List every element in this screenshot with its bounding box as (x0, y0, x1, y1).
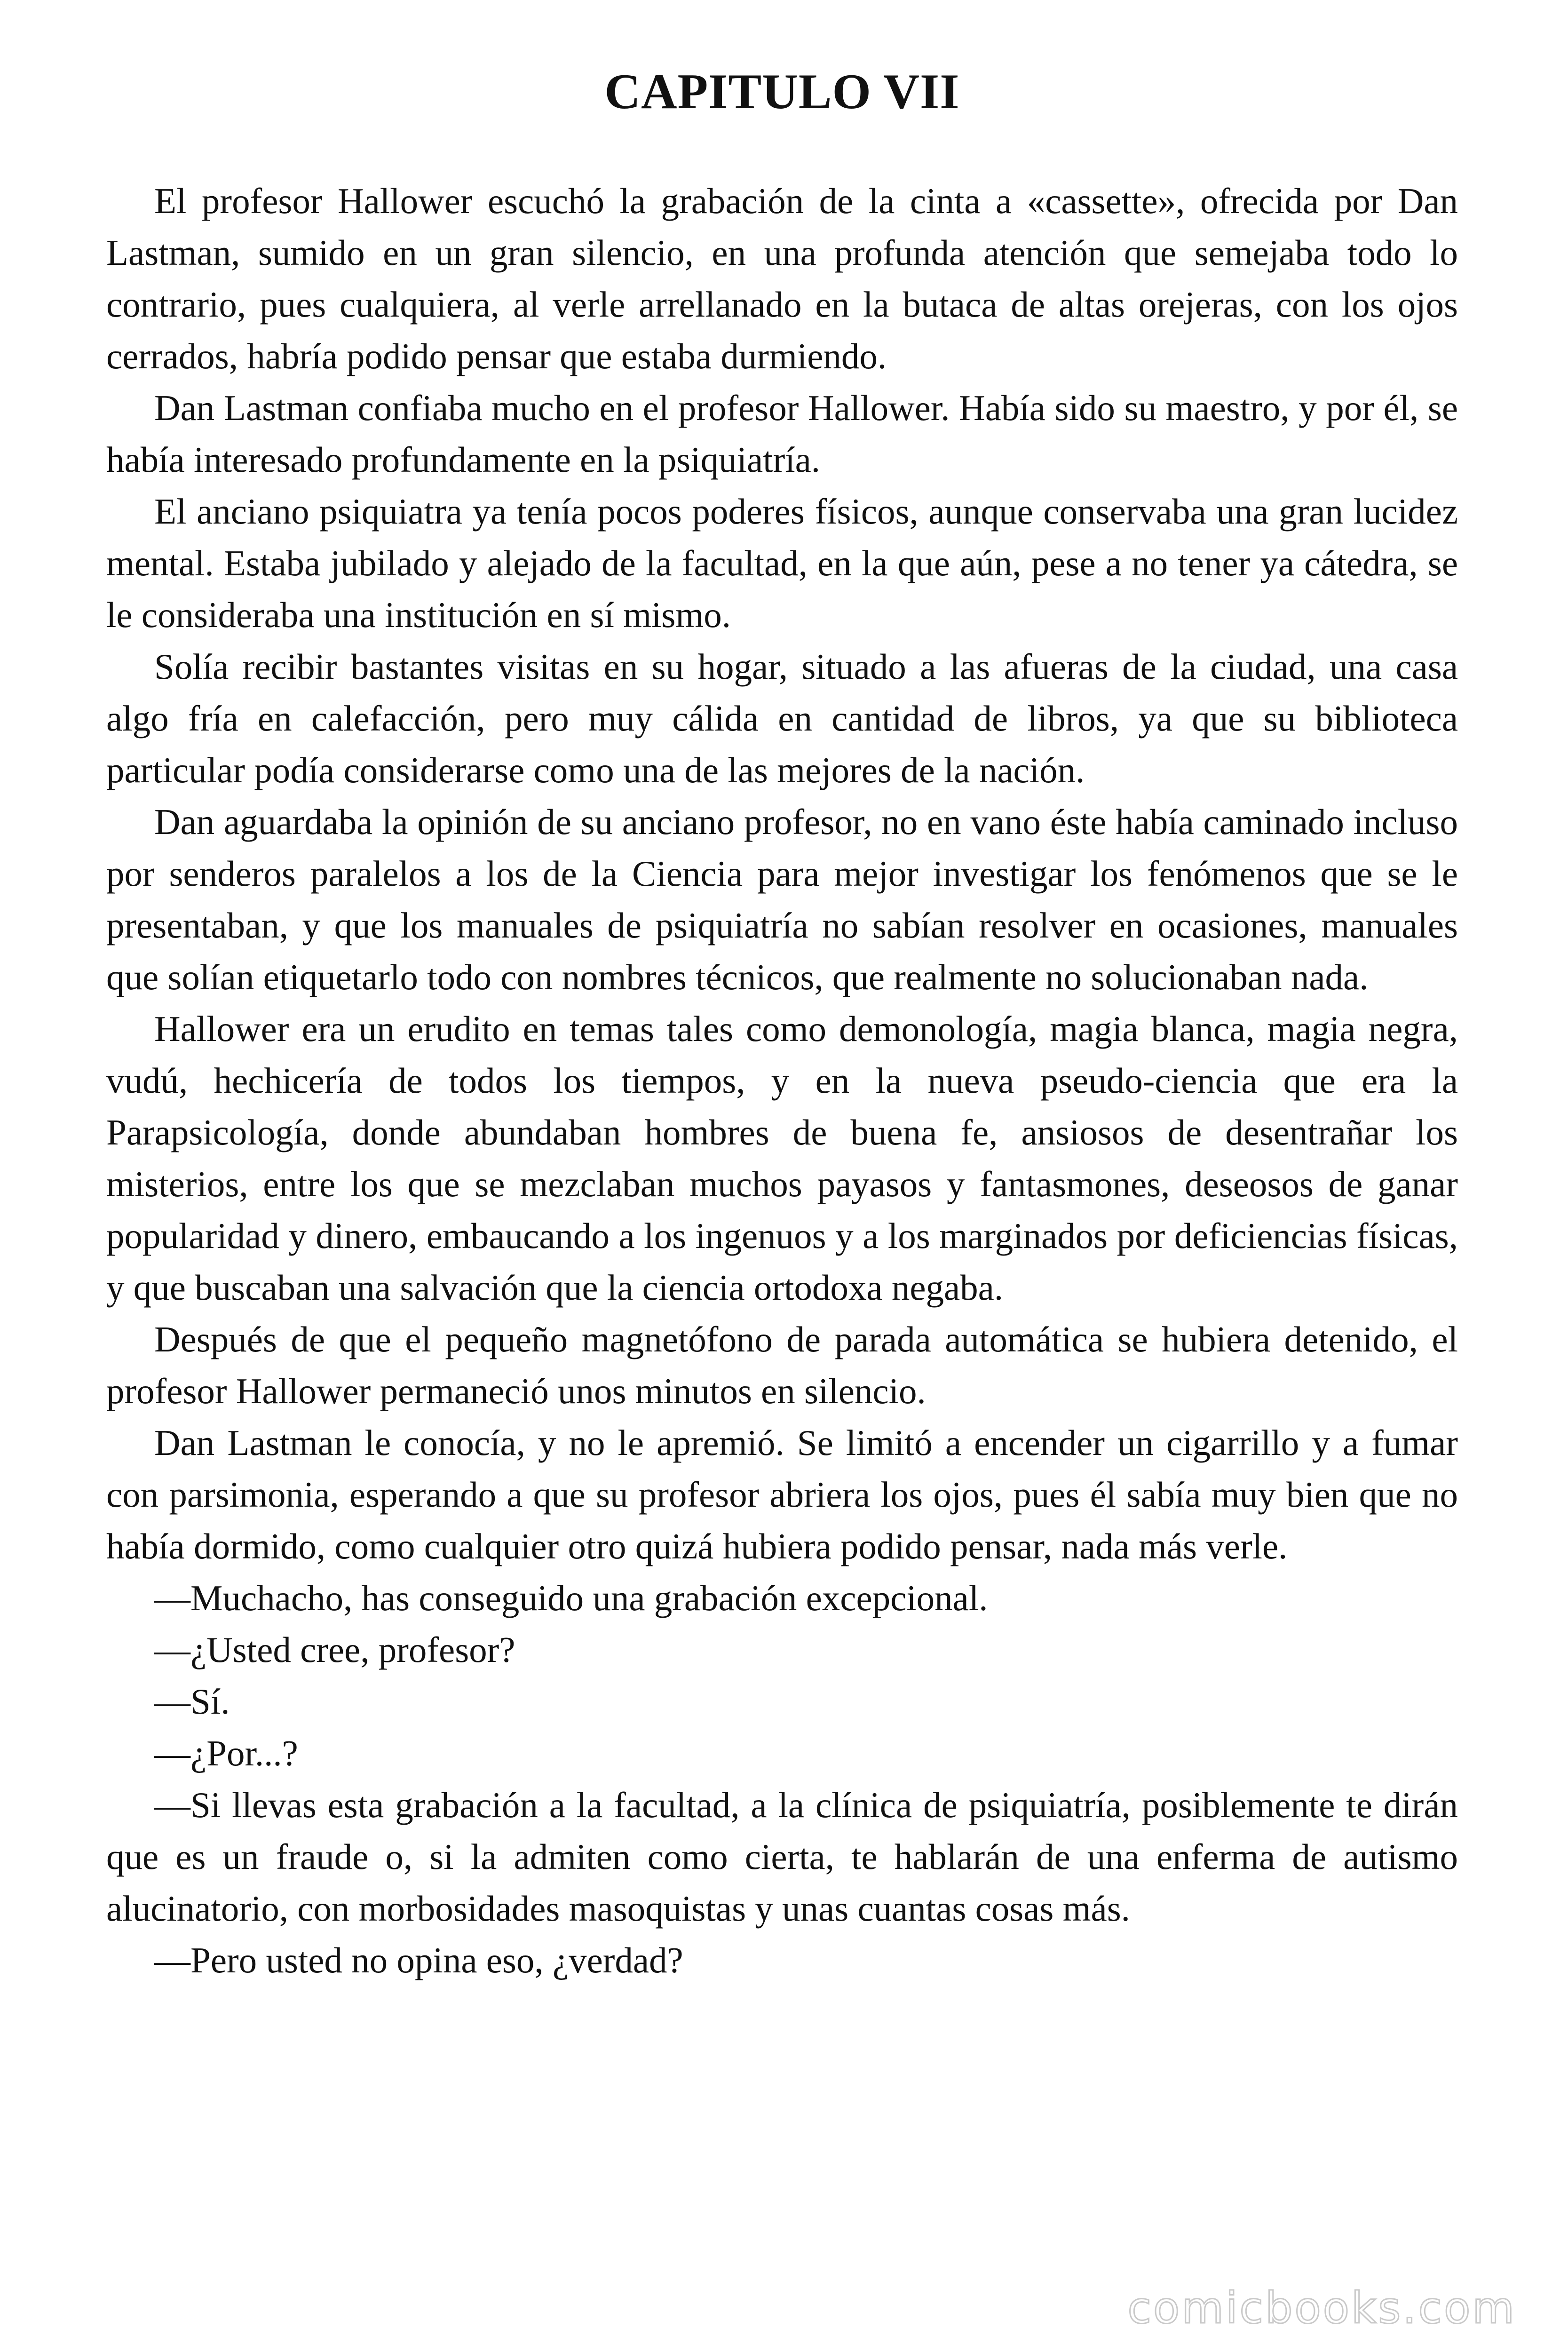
dialogue-line: —Muchacho, has conseguido una grabación excepcional. (154, 1578, 988, 1618)
paragraph: Hallower era un erudito en temas tales como demonología, magia blanca, magia negra, vudú, hechicería de todos los tiempos, y en la nueva pseudo-ciencia que era la Parapsicología, donde abundaban hombres de buena fe, ansiosos de desentrañar los misterios, entre los que se mezclaban muchos payasos y fantasmones, deseosos de ganar popularidad y dinero, embaucando a los ingenuos y a los marginados por deficiencias físicas, y que buscaban una salvación que la ciencia ortodoxa negaba. (106, 1009, 1458, 1308)
dialogue-line: —¿Usted cree, profesor? (154, 1629, 515, 1670)
paragraph: Solía recibir bastantes visitas en su hogar, situado a las afueras de la ciudad, una casa algo fría en calefacción, pero muy cálida en cantidad de libros, ya que su biblioteca particular podía considerarse como una de las mejores de la nación. (106, 646, 1458, 790)
watermark-logo: comicbooks.com (1127, 2283, 1516, 2333)
paragraph: El anciano psiquiatra ya tenía pocos poderes físicos, aunque conservaba una gran lucidez mental. Estaba jubilado y alejado de la facultad, en la que aún, pese a no tener ya cátedra, se le consideraba una institución en sí mismo. (106, 491, 1458, 635)
dialogue-line: —¿Por...? (154, 1733, 298, 1773)
paragraph: El profesor Hallower escuchó la grabación de la cinta a «cassette», ofrecida por Dan Lastman, sumido en un gran silencio, en una profunda atención que semejaba todo lo contrario, pues cualquiera, al verle arrellanado en la butaca de altas orejeras, con los ojos cerrados, habría podido pensar que estaba durmiendo. (106, 181, 1458, 376)
dialogue-line: —Sí. (154, 1681, 230, 1722)
paragraph: Después de que el pequeño magnetófono de parada automática se hubiera detenido, el profesor Hallower permaneció unos minutos en silencio. (106, 1319, 1458, 1411)
paragraph: Dan Lastman confiaba mucho en el profesor Hallower. Había sido su maestro, y por él, se había interesado profundamente en la psiquiatría. (106, 388, 1458, 480)
chapter-body (106, 175, 1458, 1986)
dialogue-line: —Si llevas esta grabación a la facultad, a la clínica de psiquiatría, posiblemente te dirán que es un fraude o, si la admiten como cierta, te hablarán de una enferma de autismo alucinatorio, con morbosidades masoquistas y unas cuantas cosas más. (106, 1785, 1458, 1929)
chapter-title: CAPITULO VII (604, 64, 960, 119)
paragraph: Dan aguardaba la opinión de su anciano profesor, no en vano éste había caminado incluso por senderos paralelos a los de la Ciencia para mejor investigar los fenómenos que se le presentaban, y que los manuales de psiquiatría no sabían resolver en ocasiones, manuales que solían etiquetarlo todo con nombres técnicos, que realmente no solucionaban nada. (106, 802, 1458, 997)
book-page (106, 61, 1458, 1986)
dialogue-line: —Pero usted no opina eso, ¿verdad? (154, 1940, 683, 1980)
paragraph: Dan Lastman le conocía, y no le apremió. Se limitó a encender un cigarrillo y a fumar con parsimonia, esperando a que su profesor abriera los ojos, pues él sabía muy bien que no había dormido, como cualquier otro quizá hubiera podido pensar, nada más verle. (106, 1422, 1458, 1566)
